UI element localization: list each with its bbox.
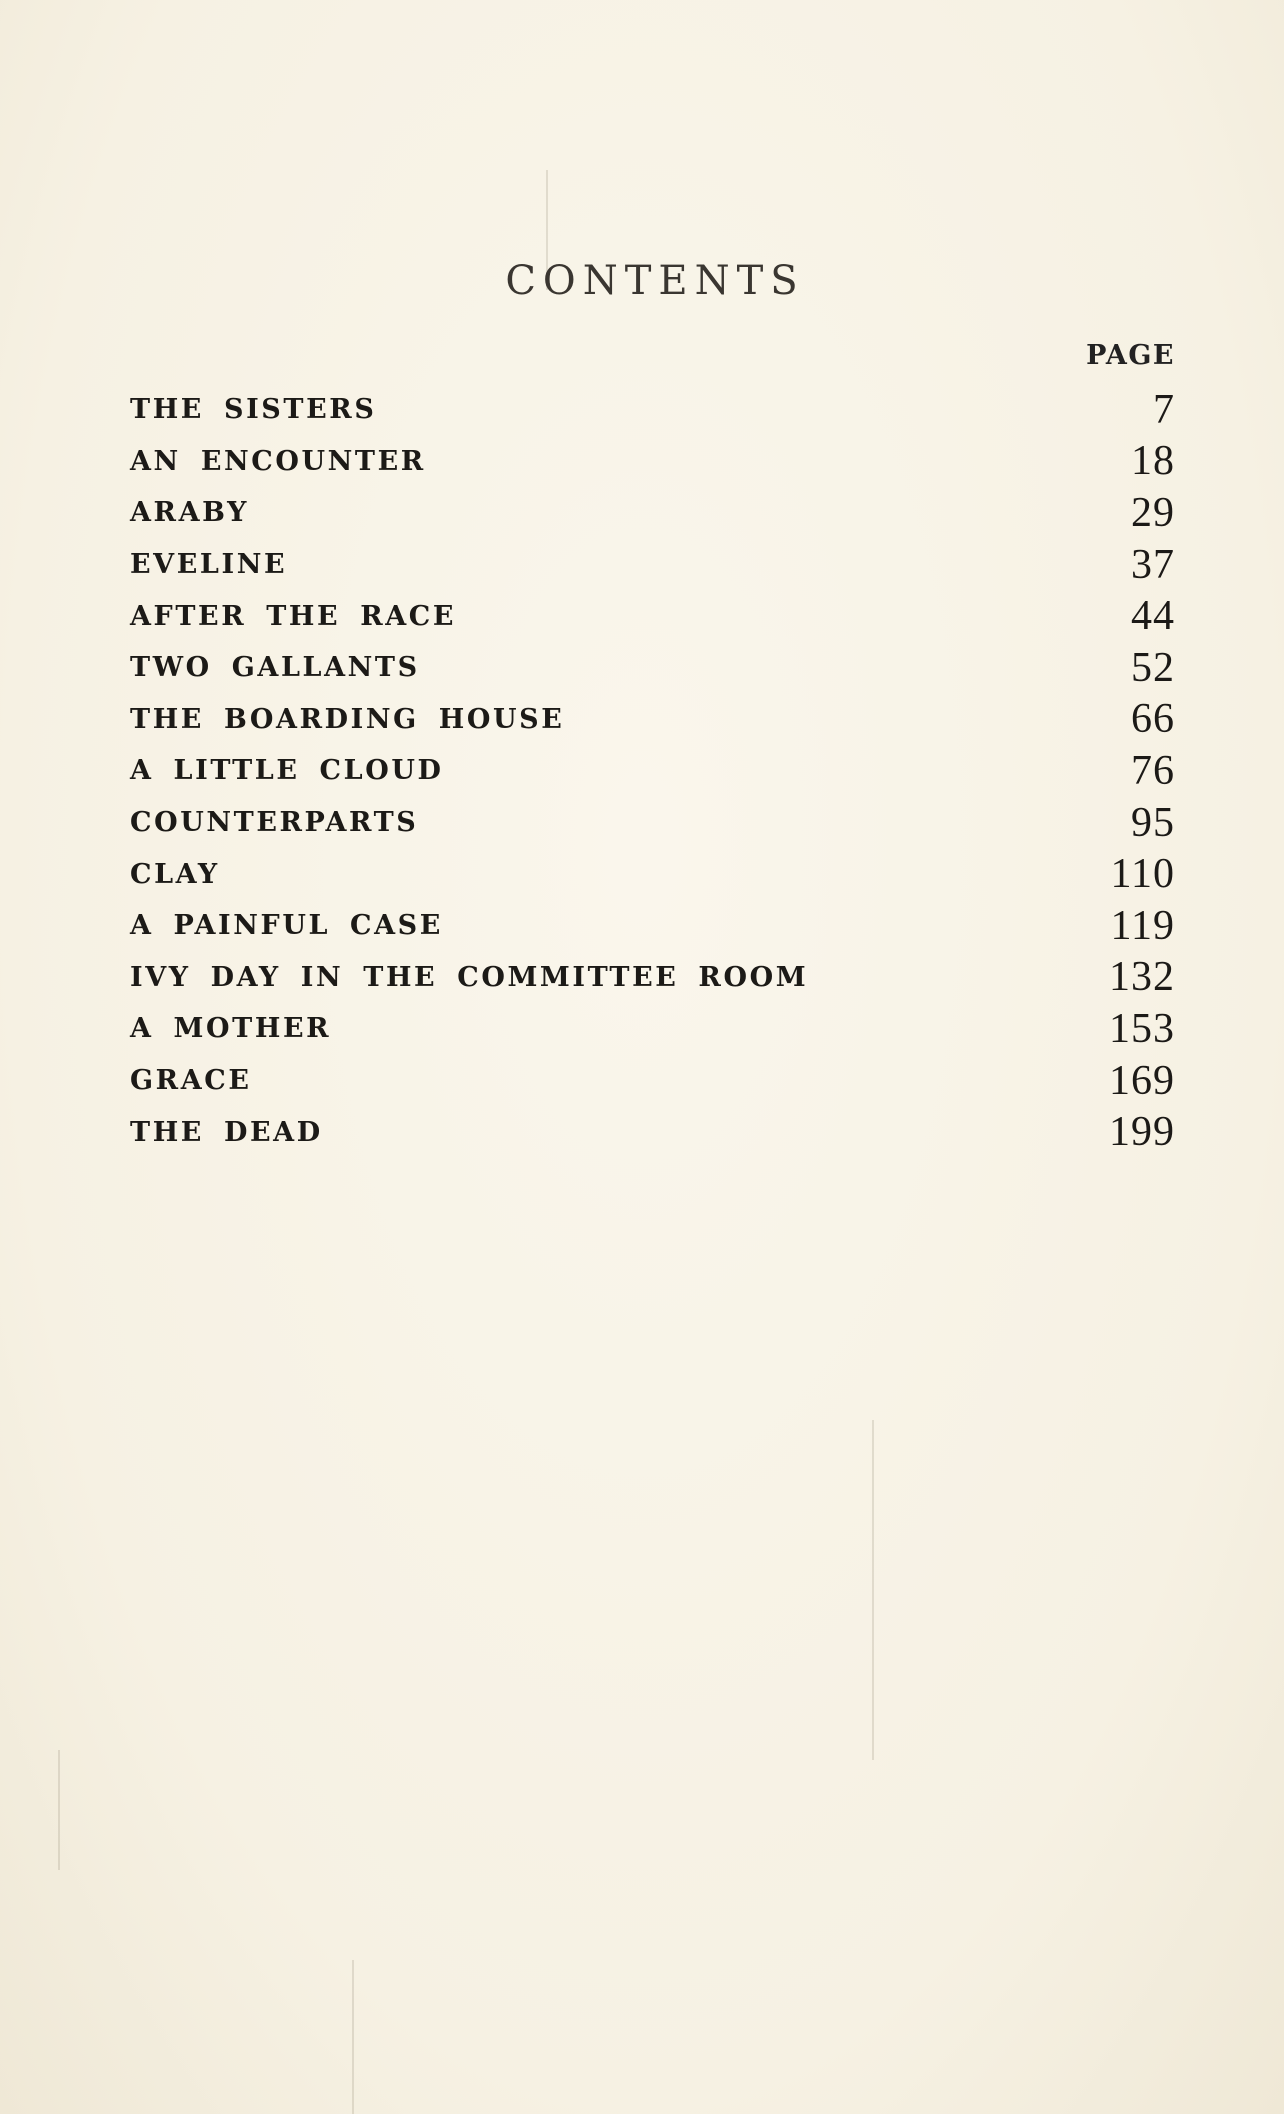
story-title: AFTER THE RACE	[130, 600, 457, 632]
story-title: AN ENCOUNTER	[130, 445, 426, 477]
paper-crease	[352, 1960, 354, 2114]
toc-entry	[130, 590, 1175, 642]
story-title: GRACE	[130, 1065, 252, 1097]
toc-entry	[130, 539, 1175, 591]
page-title: CONTENTS	[505, 258, 805, 304]
toc-entry	[130, 436, 1175, 488]
page-number: 29	[1131, 489, 1175, 536]
page-number: 95	[1131, 799, 1175, 846]
toc-entry	[130, 487, 1175, 539]
page-number: 199	[1109, 1109, 1175, 1156]
page-number: 132	[1109, 954, 1175, 1001]
toc-entry	[130, 384, 1175, 436]
toc-entry	[130, 694, 1175, 746]
page-column-header: PAGE	[1086, 340, 1175, 371]
page-number: 18	[1131, 438, 1175, 485]
paper-crease	[872, 1420, 874, 1760]
story-title: A MOTHER	[130, 1013, 332, 1045]
page-number: 66	[1131, 696, 1175, 743]
story-title: A LITTLE CLOUD	[130, 755, 444, 787]
toc-entry	[130, 952, 1175, 1004]
story-title: THE BOARDING HOUSE	[130, 703, 565, 735]
page-number: 119	[1110, 902, 1175, 949]
table-of-contents	[130, 384, 1175, 1158]
page-number: 37	[1131, 541, 1175, 588]
story-title: THE DEAD	[130, 1116, 323, 1148]
toc-entry	[130, 1055, 1175, 1107]
story-title: ARABY	[130, 497, 249, 529]
page-number: 7	[1153, 386, 1175, 433]
story-title: A PAINFUL CASE	[130, 910, 443, 942]
toc-entry	[130, 797, 1175, 849]
toc-entry	[130, 642, 1175, 694]
page-number: 153	[1109, 1005, 1175, 1052]
page-number: 169	[1109, 1057, 1175, 1104]
page-number: 110	[1110, 851, 1175, 898]
story-title: EVELINE	[130, 549, 288, 581]
toc-entry	[130, 745, 1175, 797]
story-title: COUNTERPARTS	[130, 807, 419, 839]
story-title: IVY DAY IN THE COMMITTEE ROOM	[130, 961, 809, 993]
toc-entry	[130, 1003, 1175, 1055]
paper-crease	[58, 1750, 60, 1870]
toc-entry	[130, 848, 1175, 900]
toc-entry	[130, 900, 1175, 952]
story-title: TWO GALLANTS	[130, 652, 420, 684]
story-title: CLAY	[130, 858, 220, 890]
page-number: 44	[1131, 593, 1175, 640]
page-number: 52	[1131, 644, 1175, 691]
page-number: 76	[1131, 747, 1175, 794]
story-title: THE SISTERS	[130, 394, 377, 426]
toc-entry	[130, 1106, 1175, 1158]
